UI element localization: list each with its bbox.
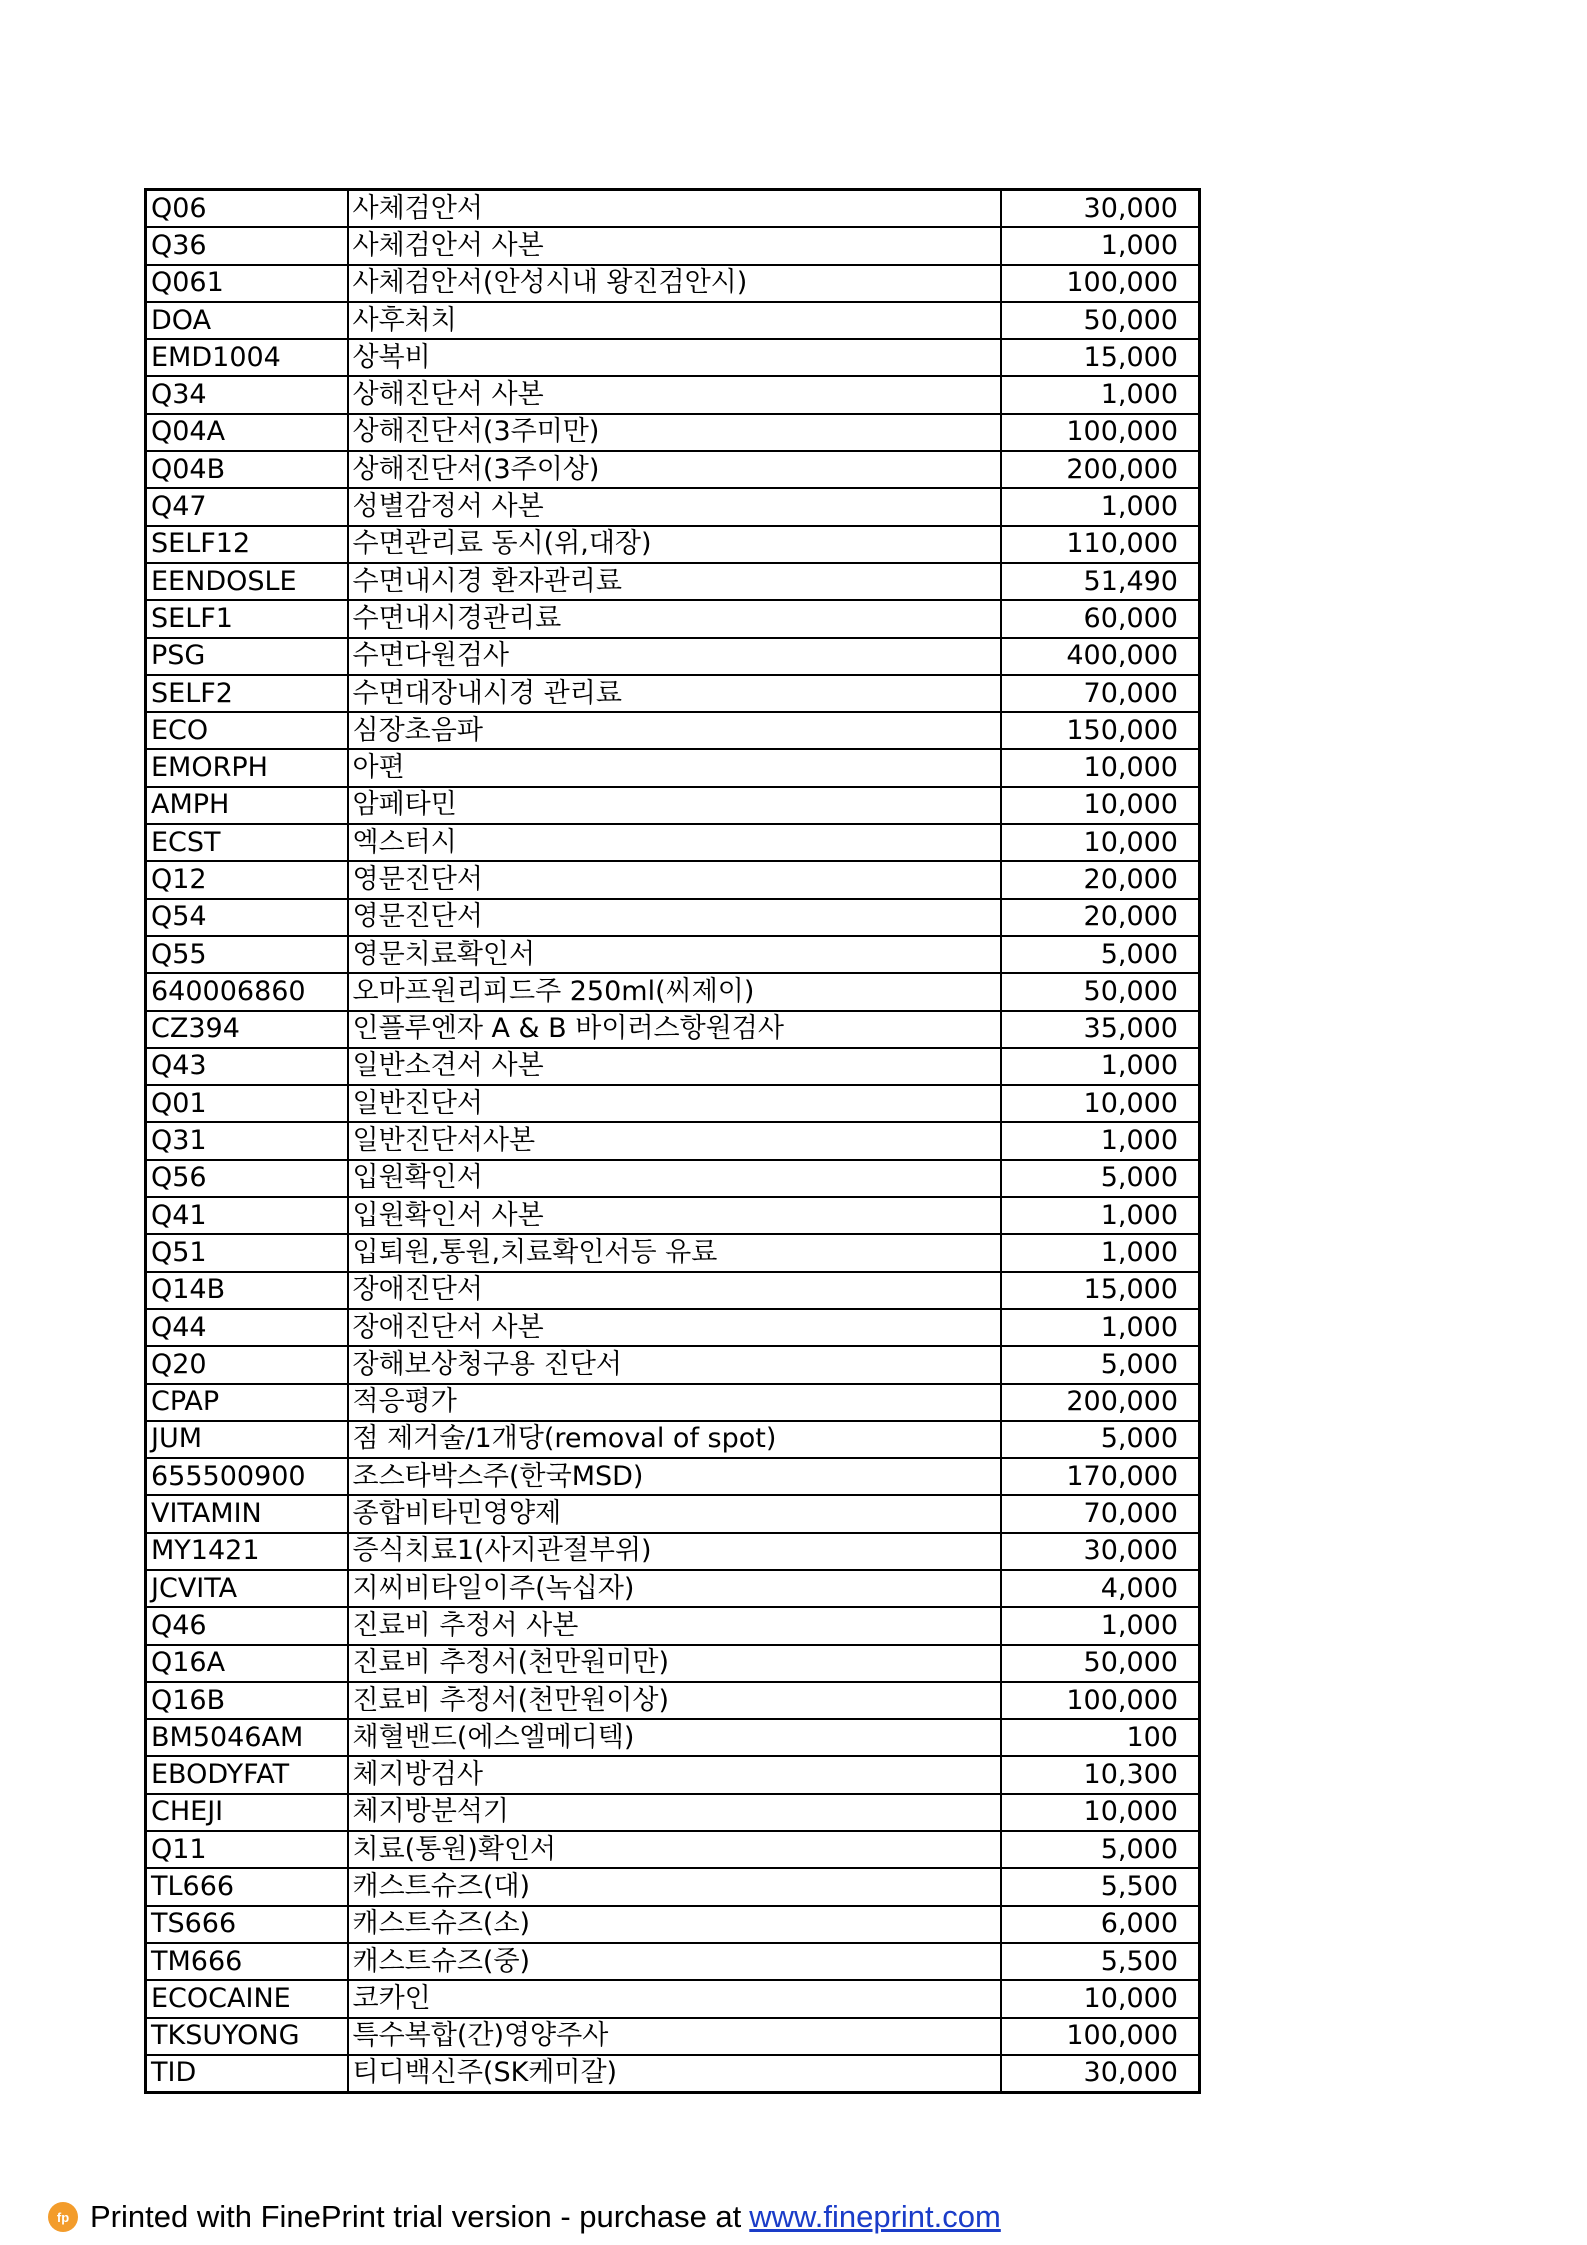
fee-table [144,188,1201,2094]
item-price-cell: 20,000 [1001,861,1200,898]
table-row [146,600,1200,637]
item-name-cell: 진료비 추정서 사본 [348,1607,1001,1644]
table-row [146,302,1200,339]
item-price-cell: 15,000 [1001,1272,1200,1309]
item-name-cell: 사체검안서 [348,190,1001,228]
item-price-cell: 400,000 [1001,638,1200,675]
item-name-cell: 특수복합(간)영양주사 [348,2018,1001,2055]
item-name-cell: 캐스트슈즈(중) [348,1943,1001,1980]
item-code-cell: MY1421 [146,1533,348,1570]
item-name-cell: 진료비 추정서(천만원미만) [348,1645,1001,1682]
item-price-cell: 1,000 [1001,1234,1200,1271]
item-code-cell: Q16B [146,1682,348,1719]
item-name-cell: 체지방검사 [348,1756,1001,1793]
item-name-cell: 장해보상청구용 진단서 [348,1346,1001,1383]
item-price-cell: 5,500 [1001,1868,1200,1905]
table-row [146,824,1200,861]
item-price-cell: 20,000 [1001,899,1200,936]
item-price-cell: 15,000 [1001,339,1200,376]
item-price-cell: 10,300 [1001,1756,1200,1793]
item-code-cell: Q43 [146,1048,348,1085]
item-price-cell: 100,000 [1001,265,1200,302]
item-price-cell: 100,000 [1001,2018,1200,2055]
table-row [146,2018,1200,2055]
item-price-cell: 10,000 [1001,787,1200,824]
print-footer [48,2197,1001,2237]
table-row [146,1943,1200,1980]
item-name-cell: 성별감정서 사본 [348,488,1001,525]
item-code-cell: SELF2 [146,675,348,712]
item-price-cell: 200,000 [1001,451,1200,488]
item-name-cell: 조스타박스주(한국MSD) [348,1458,1001,1495]
item-name-cell: 사체검안서 사본 [348,227,1001,264]
item-name-cell: 일반소견서 사본 [348,1048,1001,1085]
item-code-cell: Q16A [146,1645,348,1682]
table-row [146,1570,1200,1607]
table-row [146,1645,1200,1682]
table-row [146,1980,1200,2017]
item-code-cell: SELF12 [146,526,348,563]
item-name-cell: 상해진단서 사본 [348,376,1001,413]
item-price-cell: 50,000 [1001,1645,1200,1682]
item-name-cell: 장애진단서 [348,1272,1001,1309]
item-code-cell: AMPH [146,787,348,824]
item-code-cell: EENDOSLE [146,563,348,600]
item-price-cell: 10,000 [1001,1794,1200,1831]
item-price-cell: 50,000 [1001,302,1200,339]
item-price-cell: 6,000 [1001,1906,1200,1943]
item-price-cell: 5,000 [1001,1346,1200,1383]
item-name-cell: 일반진단서사본 [348,1122,1001,1159]
item-code-cell: Q44 [146,1309,348,1346]
item-name-cell: 상복비 [348,339,1001,376]
table-row [146,675,1200,712]
item-name-cell: 진료비 추정서(천만원이상) [348,1682,1001,1719]
fee-table-body [146,190,1200,2093]
item-code-cell: Q51 [146,1234,348,1271]
item-code-cell: Q01 [146,1085,348,1122]
item-name-cell: 입퇴원,통원,치료확인서등 유료 [348,1234,1001,1271]
item-price-cell: 100 [1001,1719,1200,1756]
item-code-cell: CPAP [146,1384,348,1421]
table-row [146,1794,1200,1831]
item-name-cell: 엑스터시 [348,824,1001,861]
item-name-cell: 아편 [348,749,1001,786]
table-row [146,526,1200,563]
item-price-cell: 50,000 [1001,973,1200,1010]
item-code-cell: CHEJI [146,1794,348,1831]
item-price-cell: 35,000 [1001,1011,1200,1048]
item-code-cell: DOA [146,302,348,339]
item-name-cell: 암페타민 [348,787,1001,824]
item-name-cell: 캐스트슈즈(대) [348,1868,1001,1905]
table-row [146,2055,1200,2093]
table-row [146,1495,1200,1532]
item-name-cell: 수면관리료 동시(위,대장) [348,526,1001,563]
item-name-cell: 영문진단서 [348,899,1001,936]
item-name-cell: 오마프원리피드주 250ml(씨제이) [348,973,1001,1010]
table-row [146,1533,1200,1570]
item-name-cell: 영문치료확인서 [348,936,1001,973]
item-code-cell: CZ394 [146,1011,348,1048]
item-name-cell: 수면내시경 환자관리료 [348,563,1001,600]
item-price-cell: 30,000 [1001,2055,1200,2093]
table-row [146,1458,1200,1495]
item-code-cell: Q55 [146,936,348,973]
item-price-cell: 10,000 [1001,824,1200,861]
item-name-cell: 코카인 [348,1980,1001,2017]
table-row [146,488,1200,525]
item-code-cell: TKSUYONG [146,2018,348,2055]
item-code-cell: Q061 [146,265,348,302]
item-code-cell: TL666 [146,1868,348,1905]
item-code-cell: Q34 [146,376,348,413]
table-row [146,1122,1200,1159]
item-name-cell: 수면내시경관리료 [348,600,1001,637]
table-row [146,1756,1200,1793]
item-code-cell: Q20 [146,1346,348,1383]
item-code-cell: EBODYFAT [146,1756,348,1793]
item-name-cell: 사체검안서(안성시내 왕진검안시) [348,265,1001,302]
table-row [146,899,1200,936]
item-code-cell: Q36 [146,227,348,264]
table-row [146,265,1200,302]
table-row [146,1085,1200,1122]
item-code-cell: Q41 [146,1197,348,1234]
item-name-cell: 점 제거술/1개당(removal of spot) [348,1421,1001,1458]
item-name-cell: 일반진단서 [348,1085,1001,1122]
table-row [146,1719,1200,1756]
item-code-cell: BM5046AM [146,1719,348,1756]
table-row [146,1272,1200,1309]
item-code-cell: ECO [146,712,348,749]
item-code-cell: Q11 [146,1831,348,1868]
table-row [146,1384,1200,1421]
table-row [146,414,1200,451]
table-row [146,376,1200,413]
item-name-cell: 지씨비타일이주(녹십자) [348,1570,1001,1607]
item-code-cell: Q06 [146,190,348,228]
item-price-cell: 5,000 [1001,1160,1200,1197]
item-price-cell: 5,500 [1001,1943,1200,1980]
item-name-cell: 심장초음파 [348,712,1001,749]
item-name-cell: 티디백신주(SK케미갈) [348,2055,1001,2093]
item-code-cell: Q12 [146,861,348,898]
table-row [146,712,1200,749]
table-row [146,227,1200,264]
item-price-cell: 1,000 [1001,1122,1200,1159]
item-code-cell: Q14B [146,1272,348,1309]
item-price-cell: 70,000 [1001,1495,1200,1532]
table-row [146,451,1200,488]
item-price-cell: 5,000 [1001,1421,1200,1458]
item-code-cell: TM666 [146,1943,348,1980]
table-row [146,1197,1200,1234]
item-price-cell: 1,000 [1001,1048,1200,1085]
item-price-cell: 30,000 [1001,190,1200,228]
item-name-cell: 사후처치 [348,302,1001,339]
table-row [146,1421,1200,1458]
item-code-cell: TID [146,2055,348,2093]
item-name-cell: 종합비타민영양제 [348,1495,1001,1532]
item-code-cell: Q46 [146,1607,348,1644]
item-price-cell: 70,000 [1001,675,1200,712]
table-row [146,1607,1200,1644]
item-price-cell: 10,000 [1001,1980,1200,2017]
item-name-cell: 수면다원검사 [348,638,1001,675]
item-price-cell: 5,000 [1001,936,1200,973]
table-row [146,1309,1200,1346]
item-price-cell: 60,000 [1001,600,1200,637]
table-row [146,1831,1200,1868]
item-code-cell: JUM [146,1421,348,1458]
item-code-cell: TS666 [146,1906,348,1943]
item-price-cell: 10,000 [1001,1085,1200,1122]
table-row [146,973,1200,1010]
item-code-cell: Q47 [146,488,348,525]
table-row [146,787,1200,824]
item-price-cell: 10,000 [1001,749,1200,786]
item-code-cell: EMORPH [146,749,348,786]
item-price-cell: 1,000 [1001,376,1200,413]
fineprint-link[interactable]: www.fineprint.com [749,2199,1001,2234]
item-name-cell: 체지방분석기 [348,1794,1001,1831]
table-row [146,1346,1200,1383]
item-name-cell: 상해진단서(3주미만) [348,414,1001,451]
item-name-cell: 채혈밴드(에스엘메디텍) [348,1719,1001,1756]
item-price-cell: 4,000 [1001,1570,1200,1607]
item-code-cell: Q04A [146,414,348,451]
table-row [146,749,1200,786]
fineprint-logo-icon: fp [48,2202,78,2232]
item-code-cell: SELF1 [146,600,348,637]
table-row [146,339,1200,376]
item-code-cell: 655500900 [146,1458,348,1495]
item-price-cell: 51,490 [1001,563,1200,600]
item-name-cell: 상해진단서(3주이상) [348,451,1001,488]
item-name-cell: 캐스트슈즈(소) [348,1906,1001,1943]
table-row [146,1868,1200,1905]
footer-text: Printed with FinePrint trial version - purchase at [90,2199,742,2234]
item-price-cell: 1,000 [1001,1309,1200,1346]
item-name-cell: 입원확인서 사본 [348,1197,1001,1234]
item-code-cell: VITAMIN [146,1495,348,1532]
item-code-cell: 640006860 [146,973,348,1010]
item-price-cell: 170,000 [1001,1458,1200,1495]
item-price-cell: 1,000 [1001,227,1200,264]
item-price-cell: 1,000 [1001,1197,1200,1234]
item-code-cell: Q31 [146,1122,348,1159]
item-code-cell: Q04B [146,451,348,488]
item-name-cell: 입원확인서 [348,1160,1001,1197]
table-row [146,1048,1200,1085]
item-name-cell: 증식치료1(사지관절부위) [348,1533,1001,1570]
item-price-cell: 1,000 [1001,1607,1200,1644]
table-row [146,861,1200,898]
item-price-cell: 110,000 [1001,526,1200,563]
item-price-cell: 100,000 [1001,414,1200,451]
item-price-cell: 200,000 [1001,1384,1200,1421]
item-price-cell: 150,000 [1001,712,1200,749]
item-price-cell: 1,000 [1001,488,1200,525]
item-code-cell: PSG [146,638,348,675]
item-name-cell: 수면대장내시경 관리료 [348,675,1001,712]
table-row [146,1682,1200,1719]
item-price-cell: 5,000 [1001,1831,1200,1868]
item-name-cell: 인플루엔자 A & B 바이러스항원검사 [348,1011,1001,1048]
item-price-cell: 30,000 [1001,1533,1200,1570]
item-code-cell: Q56 [146,1160,348,1197]
item-code-cell: JCVITA [146,1570,348,1607]
item-code-cell: Q54 [146,899,348,936]
table-row [146,1011,1200,1048]
table-row [146,190,1200,228]
table-row [146,1234,1200,1271]
item-price-cell: 100,000 [1001,1682,1200,1719]
item-code-cell: ECOCAINE [146,1980,348,2017]
item-name-cell: 치료(통원)확인서 [348,1831,1001,1868]
item-name-cell: 적응평가 [348,1384,1001,1421]
table-row [146,638,1200,675]
table-row [146,936,1200,973]
table-row [146,1906,1200,1943]
item-code-cell: ECST [146,824,348,861]
table-row [146,563,1200,600]
item-name-cell: 장애진단서 사본 [348,1309,1001,1346]
item-name-cell: 영문진단서 [348,861,1001,898]
item-code-cell: EMD1004 [146,339,348,376]
table-row [146,1160,1200,1197]
